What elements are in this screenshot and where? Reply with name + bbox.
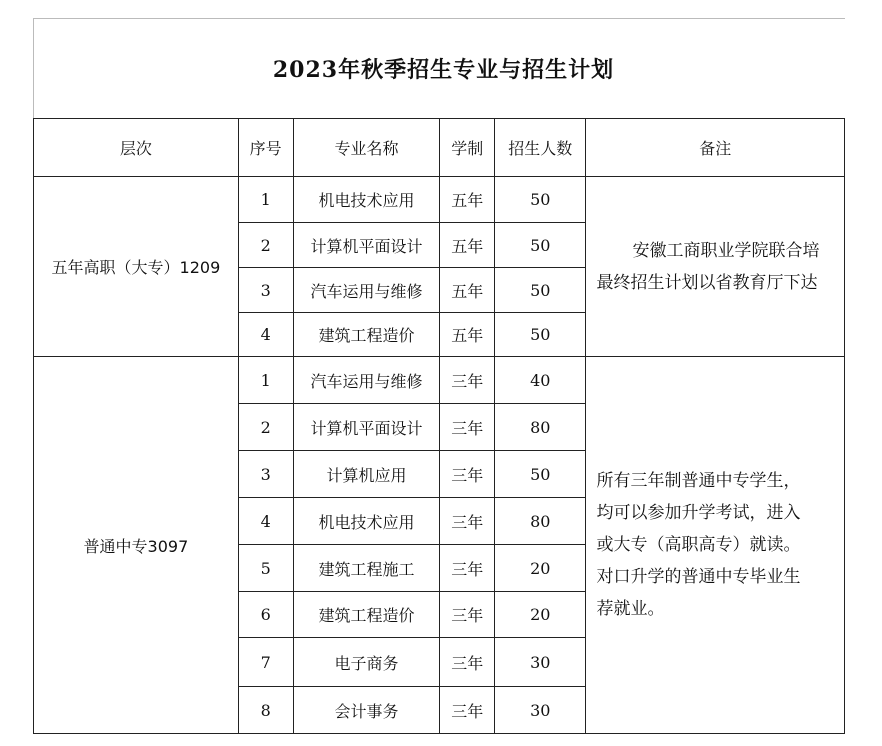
- study-years: 三年: [440, 687, 495, 734]
- study-years: 三年: [440, 357, 495, 404]
- document-page: [33, 18, 845, 738]
- enrollment-count: 30: [495, 638, 586, 687]
- study-years: 三年: [440, 592, 495, 638]
- row-number: 3: [238, 451, 293, 498]
- row-number: 4: [238, 313, 293, 357]
- level-cell: 普通中专3097: [34, 357, 239, 734]
- enrollment-count: 30: [495, 687, 586, 734]
- note-cell: [586, 177, 845, 357]
- study-years: 三年: [440, 545, 495, 592]
- row-number: 6: [238, 592, 293, 638]
- header-level: 层次: [34, 119, 239, 177]
- study-years: 三年: [440, 451, 495, 498]
- note-line: 对口升学的普通中专毕业生: [596, 567, 801, 587]
- enrollment-count: 50: [495, 268, 586, 313]
- study-years: 五年: [440, 177, 495, 223]
- header-major: 专业名称: [293, 119, 440, 177]
- enrollment-count: 50: [495, 223, 586, 268]
- note-line: 所有三年制普通中专学生，: [596, 471, 801, 491]
- major-name: 会计事务: [293, 687, 440, 734]
- major-name: 计算机平面设计: [293, 404, 440, 451]
- major-name: 建筑工程造价: [293, 313, 440, 357]
- enrollment-count: 20: [495, 592, 586, 638]
- enrollment-count: 50: [495, 313, 586, 357]
- note-line: 安徽工商职业学院联合培: [632, 240, 820, 261]
- header-row: [34, 119, 845, 177]
- major-name: 计算机平面设计: [293, 223, 440, 268]
- row-number: 2: [238, 223, 293, 268]
- header-no: 序号: [238, 119, 293, 177]
- study-years: 五年: [440, 313, 495, 357]
- major-name: 机电技术应用: [293, 177, 440, 223]
- major-name: 建筑工程造价: [293, 592, 440, 638]
- row-number: 1: [238, 177, 293, 223]
- study-years: 五年: [440, 268, 495, 313]
- header-years: 学制: [440, 119, 495, 177]
- study-years: 三年: [440, 498, 495, 545]
- enrollment-table: [33, 118, 845, 734]
- study-years: 五年: [440, 223, 495, 268]
- study-years: 三年: [440, 404, 495, 451]
- note-line: 或大专（高职高专）就读。: [596, 535, 801, 555]
- note-cell: [586, 357, 845, 734]
- major-name: 汽车运用与维修: [293, 357, 440, 404]
- major-name: 汽车运用与维修: [293, 268, 440, 313]
- enrollment-count: 80: [495, 498, 586, 545]
- header-count: 招生人数: [495, 119, 586, 177]
- major-name: 机电技术应用: [293, 498, 440, 545]
- major-name: 计算机应用: [293, 451, 440, 498]
- page-title: 2023年秋季招生专业与招生计划: [272, 57, 615, 83]
- row-number: 1: [238, 357, 293, 404]
- title-box: [33, 18, 845, 118]
- table-row: [34, 177, 845, 223]
- row-number: 3: [238, 268, 293, 313]
- row-number: 5: [238, 545, 293, 592]
- level-cell: 五年高职（大专）1209: [34, 177, 239, 357]
- enrollment-count: 40: [495, 357, 586, 404]
- enrollment-count: 50: [495, 451, 586, 498]
- enrollment-count: 80: [495, 404, 586, 451]
- major-name: 建筑工程施工: [293, 545, 440, 592]
- note-line: 最终招生计划以省教育厅下达: [596, 272, 818, 293]
- study-years: 三年: [440, 638, 495, 687]
- enrollment-count: 50: [495, 177, 586, 223]
- row-number: 4: [238, 498, 293, 545]
- row-number: 2: [238, 404, 293, 451]
- table-row: [34, 357, 845, 404]
- note-line: 均可以参加升学考试，进入: [596, 503, 801, 523]
- row-number: 8: [238, 687, 293, 734]
- header-note: 备注: [586, 119, 845, 177]
- note-line: 荐就业。: [596, 599, 665, 619]
- enrollment-count: 20: [495, 545, 586, 592]
- major-name: 电子商务: [293, 638, 440, 687]
- row-number: 7: [238, 638, 293, 687]
